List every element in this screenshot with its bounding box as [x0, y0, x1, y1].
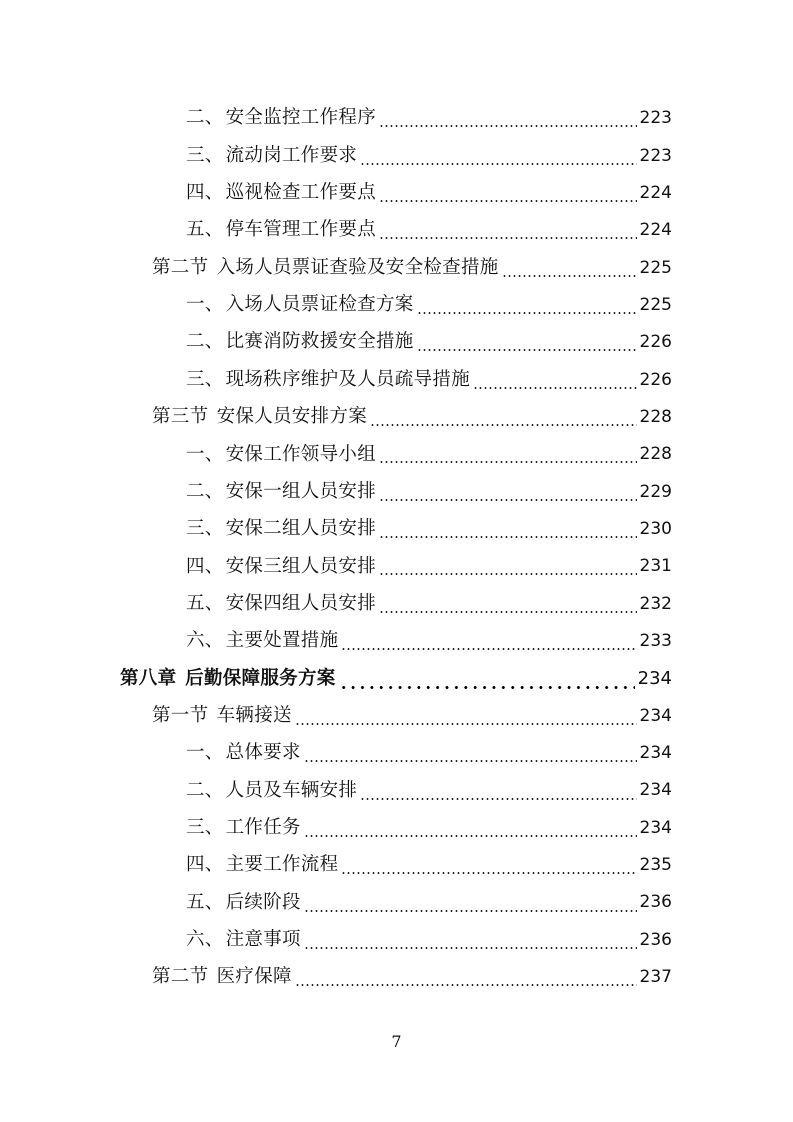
dot-leader [304, 910, 637, 912]
toc-entry-title: 三、 工作任务 [186, 816, 301, 838]
dot-leader [360, 163, 636, 165]
toc-page-number: 234 [639, 817, 672, 838]
toc-entry-title: 六、 注意事项 [186, 928, 301, 950]
toc-entry[interactable] [0, 361, 793, 398]
toc-page-number: 230 [639, 518, 672, 539]
toc-page-number: 229 [639, 481, 672, 502]
toc-page-number: 223 [639, 145, 672, 166]
toc-entry-title: 三、 现场秩序维护及人员疏导措施 [186, 368, 471, 390]
dot-leader [370, 424, 637, 426]
dot-leader [304, 760, 637, 762]
toc-entry-title: 二、 比赛消防救援安全措施 [186, 331, 414, 353]
toc-entry[interactable] [0, 548, 793, 585]
toc-page-number: 223 [639, 108, 672, 129]
dot-leader [417, 312, 637, 314]
toc-entry-title: 一、 安保工作领导小组 [186, 443, 377, 465]
dot-leader [473, 387, 637, 389]
toc-entry-title: 第一节 车辆接送 [152, 704, 292, 726]
page-number-footer: 7 [391, 1032, 402, 1051]
toc-entry[interactable] [0, 287, 793, 324]
dot-leader [502, 275, 637, 277]
dot-leader [339, 686, 635, 689]
toc-page-number: 228 [639, 444, 672, 465]
toc-page-number: 231 [639, 556, 672, 577]
dot-leader [341, 648, 636, 650]
table-of-contents [0, 100, 793, 996]
toc-entry[interactable] [0, 623, 793, 660]
toc-page-number: 225 [639, 257, 672, 278]
toc-entry[interactable] [0, 100, 793, 137]
toc-entry-title: 第八章 后勤保障服务方案 [120, 667, 336, 689]
toc-entry-title: 二、 安保一组人员安排 [186, 480, 377, 502]
dot-leader [379, 200, 637, 202]
toc-section-entry[interactable] [0, 249, 793, 286]
dot-leader [379, 499, 637, 501]
dot-leader [379, 536, 637, 538]
dot-leader [379, 461, 637, 463]
toc-entry-title: 一、 总体要求 [186, 742, 301, 764]
toc-page-number: 225 [639, 294, 672, 315]
toc-entry-title: 四、 主要工作流程 [186, 854, 339, 876]
toc-entry[interactable] [0, 175, 793, 212]
toc-page-number: 228 [639, 406, 672, 427]
toc-page-number: 224 [639, 182, 672, 203]
toc-page-number: 234 [639, 780, 672, 801]
toc-page-number: 226 [639, 369, 672, 390]
dot-leader [304, 947, 637, 949]
dot-leader [379, 125, 637, 127]
toc-section-entry[interactable] [0, 959, 793, 996]
toc-section-entry[interactable] [0, 399, 793, 436]
toc-page-number: 226 [639, 332, 672, 353]
toc-entry-title: 四、 安保三组人员安排 [186, 555, 377, 577]
dot-leader [304, 835, 637, 837]
toc-page-number: 232 [639, 593, 672, 614]
toc-section-entry[interactable] [0, 698, 793, 735]
dot-leader [295, 723, 637, 725]
toc-entry[interactable] [0, 772, 793, 809]
toc-entry[interactable] [0, 810, 793, 847]
dot-leader [341, 872, 636, 874]
toc-page-number: 236 [639, 929, 672, 950]
toc-page-number: 237 [639, 967, 672, 988]
dot-leader [379, 573, 637, 575]
toc-entry-title: 五、 安保四组人员安排 [186, 592, 377, 614]
toc-entry[interactable] [0, 922, 793, 959]
toc-page-number: 234 [639, 705, 672, 726]
dot-leader [379, 611, 637, 613]
toc-entry-title: 五、 停车管理工作要点 [186, 219, 377, 241]
toc-entry[interactable] [0, 585, 793, 622]
dot-leader [379, 237, 637, 239]
toc-entry-title: 三、 流动岗工作要求 [186, 144, 358, 166]
toc-entry-title: 第三节 安保人员安排方案 [152, 406, 367, 428]
dot-leader [417, 349, 637, 351]
toc-entry-title: 五、 后续阶段 [186, 891, 301, 913]
toc-entry[interactable] [0, 436, 793, 473]
toc-page-number: 235 [639, 855, 672, 876]
toc-entry[interactable] [0, 473, 793, 510]
toc-entry-title: 第二节 医疗保障 [152, 966, 292, 988]
toc-entry-title: 四、 巡视检查工作要点 [186, 182, 377, 204]
toc-page-number: 233 [639, 630, 672, 651]
toc-entry[interactable] [0, 735, 793, 772]
toc-entry[interactable] [0, 884, 793, 921]
toc-entry[interactable] [0, 137, 793, 174]
toc-entry[interactable] [0, 212, 793, 249]
toc-page-number: 224 [639, 220, 672, 241]
toc-entry-title: 第二节 入场人员票证查验及安全检查措施 [152, 256, 499, 278]
toc-entry[interactable] [0, 847, 793, 884]
toc-entry-title: 六、 主要处置措施 [186, 630, 339, 652]
dot-leader [295, 984, 637, 986]
toc-entry-title: 一、 入场人员票证检查方案 [186, 294, 414, 316]
dot-leader [360, 798, 636, 800]
toc-page-number: 234 [639, 743, 672, 764]
toc-page-number: 234 [637, 667, 672, 689]
toc-entry-title: 二、 安全监控工作程序 [186, 107, 377, 129]
toc-entry[interactable] [0, 511, 793, 548]
toc-entry[interactable] [0, 324, 793, 361]
toc-entry-title: 三、 安保二组人员安排 [186, 518, 377, 540]
toc-chapter-entry[interactable] [0, 660, 793, 697]
toc-entry-title: 二、 人员及车辆安排 [186, 779, 358, 801]
toc-page-number: 236 [639, 892, 672, 913]
